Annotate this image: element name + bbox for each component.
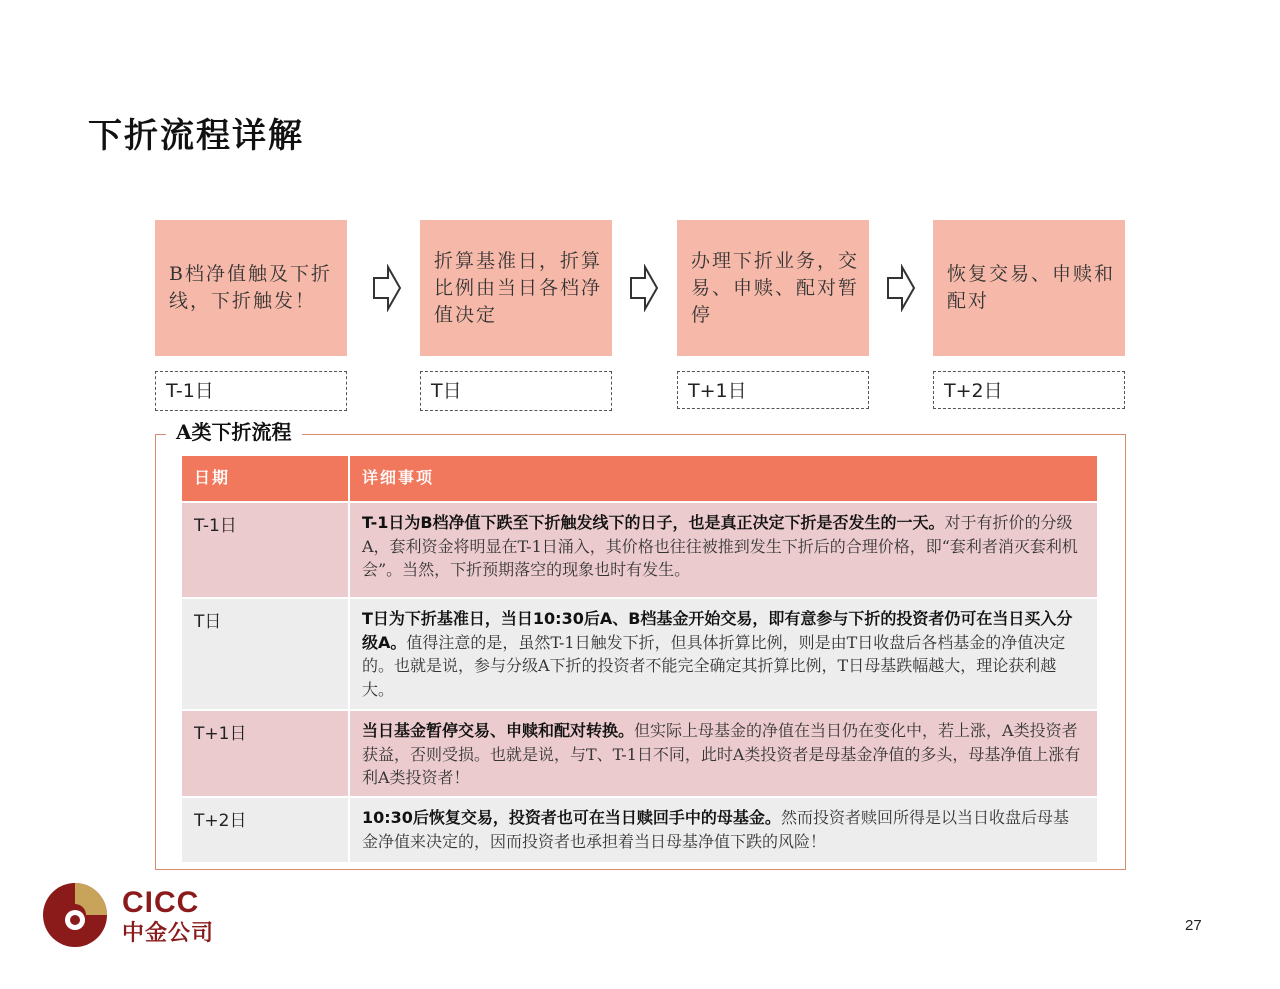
step-text: 办理下折业务，交易、申赎、配对暂停 xyxy=(691,249,860,326)
step-box-t xyxy=(420,220,612,356)
step-box-t-minus-1 xyxy=(155,220,347,356)
step-text: 折算基准日，折算比例由当日各档净值决定 xyxy=(434,249,603,326)
table-row xyxy=(182,599,1097,711)
row-details-bold: T日为下折基准日，当日10:30后A、B档基金开始交易，即有意参与下折的投资者仍可在当日买入分级A。 xyxy=(362,609,1073,652)
table-header xyxy=(182,456,1097,503)
table-row xyxy=(182,711,1097,798)
table-row xyxy=(182,798,1097,864)
step-box-t-plus-1 xyxy=(677,220,869,356)
row-date: T+2日 xyxy=(182,798,350,862)
logo-text-cn: 中金公司 xyxy=(122,921,215,946)
header-details: 详细事项 xyxy=(362,468,435,487)
step-box-t-plus-2 xyxy=(933,220,1125,356)
date-label-t-minus-1: T-1日 xyxy=(155,371,347,411)
row-details-text: 对于有折价的分级A，套利资金将明显在T-1日涌入，其价格也往往被推到发生下折后的合理价格，即“套利者消灭套利机会”。当然，下折预期落空的现象也时有发生。 xyxy=(362,513,1078,579)
step-text: 恢复交易、申赎和配对 xyxy=(947,263,1116,312)
right-arrow-icon xyxy=(372,264,402,312)
date-label-t-plus-2: T+2日 xyxy=(933,371,1125,409)
table-row xyxy=(182,503,1097,599)
row-date: T-1日 xyxy=(182,503,350,597)
row-details xyxy=(350,711,1097,796)
date-label-t-plus-1: T+1日 xyxy=(677,371,869,409)
row-details-text: 值得注意的是，虽然T-1日触发下折，但具体折算比例，则是由T日收盘后各档基金的净值决定的。也就是说，参与分级A下折的投资者不能完全确定其折算比例，T日母基跌幅越大，理论获利越大。 xyxy=(362,632,1066,699)
page-number: 27 xyxy=(1185,917,1202,934)
row-date: T日 xyxy=(182,599,350,709)
row-details xyxy=(350,599,1097,709)
cicc-logo-icon xyxy=(42,882,108,948)
row-details-bold: T-1日为B档净值下跌至下折触发线下的日子，也是真正决定下折是否发生的一天。 xyxy=(362,513,945,532)
row-details-text: 然而投资者赎回所得是以当日收盘后母基金净值来决定的，因而投资者也承担着当日母基净值下跌的风险！ xyxy=(362,808,1069,851)
right-arrow-icon xyxy=(629,264,659,312)
row-details-bold: 10:30后恢复交易，投资者也可在当日赎回手中的母基金。 xyxy=(362,808,781,827)
row-details xyxy=(350,798,1097,862)
step-text: B档净值触及下折线，下折触发！ xyxy=(169,263,332,312)
header-date: 日期 xyxy=(182,456,350,501)
page-title: 下折流程详解 xyxy=(88,116,304,156)
row-details-text: 但实际上母基金的净值在当日仍在变化中，若上涨，A类投资者获益，否则受损。也就是说，与T、T-1日不同，此时A类投资者是母基金净值的多头，母基净值上涨有利A类投资者！ xyxy=(362,721,1081,787)
section-label: A类下折流程 xyxy=(166,416,302,445)
process-table xyxy=(182,456,1097,864)
row-date: T+1日 xyxy=(182,711,350,796)
row-details-bold: 当日基金暂停交易、申赎和配对转换。 xyxy=(362,721,635,740)
row-details xyxy=(350,503,1097,597)
date-label-t: T日 xyxy=(420,371,612,411)
right-arrow-icon xyxy=(886,264,916,312)
logo-text-en: CICC xyxy=(122,886,200,919)
